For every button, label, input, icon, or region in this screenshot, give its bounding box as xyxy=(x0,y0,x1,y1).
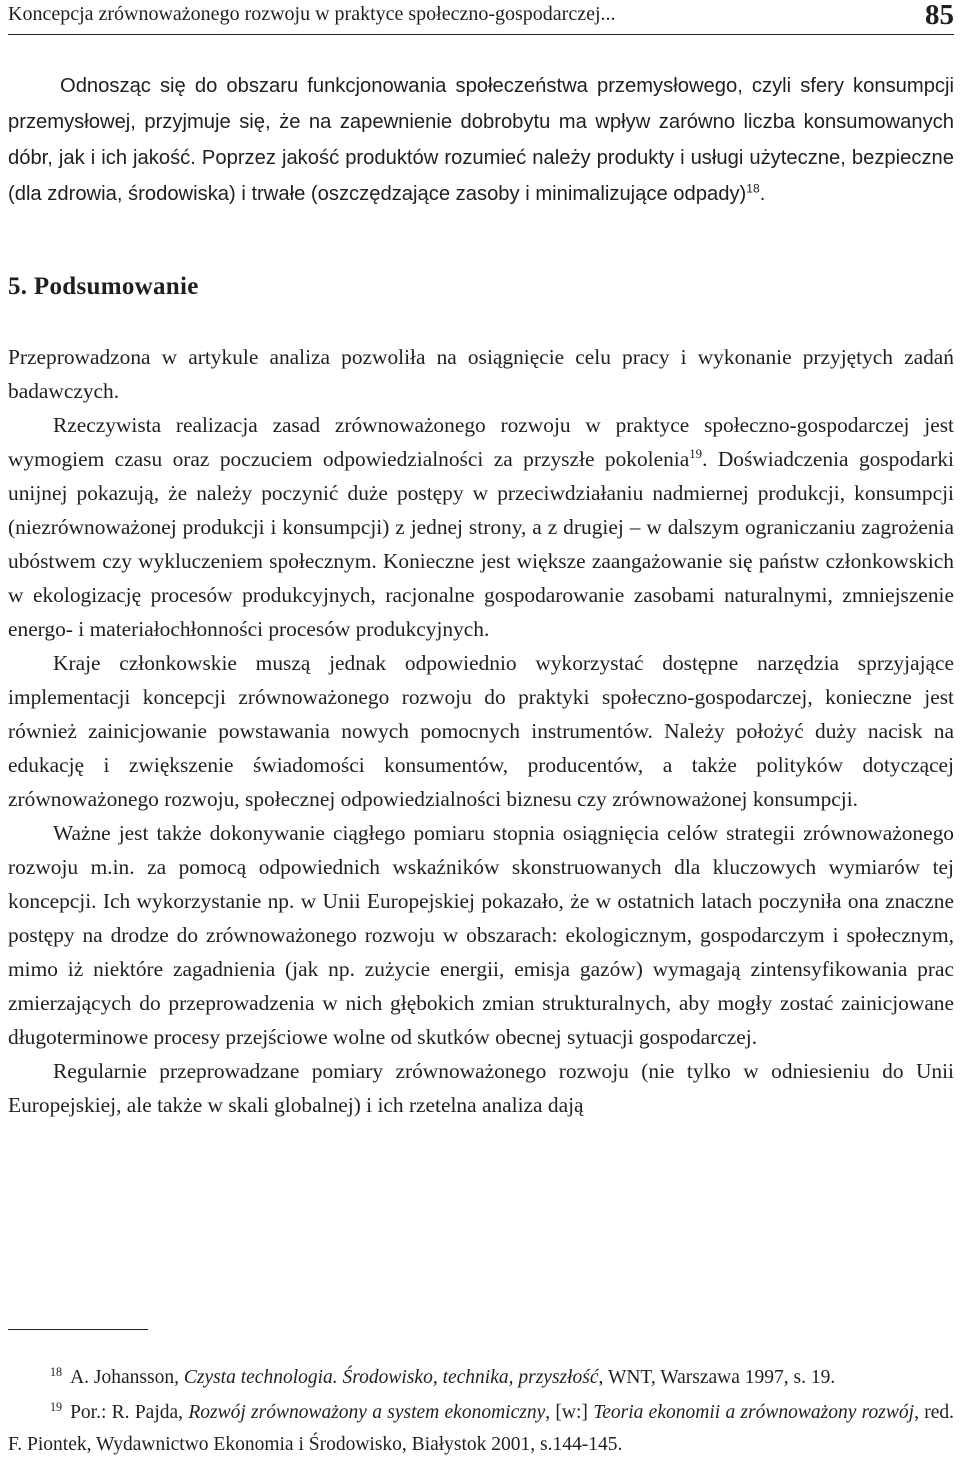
footnote-18 xyxy=(8,1362,954,1394)
footnote-19-author: Por.: R. Pajda, xyxy=(70,1402,189,1423)
footnote-ref-18: 18 xyxy=(746,181,760,196)
footnote-19-title-2: Teoria ekonomii a zrównoważony rozwój xyxy=(593,1402,915,1423)
paragraph-5: Regularnie przeprowadzane pomiary zrównoważonego rozwoju (nie tylko w odniesieniu do Unii Europejskiej, ale także w skali globalnej) i ich rzetelna analiza dają xyxy=(8,1059,954,1117)
section-heading: 5. Podsumowanie xyxy=(8,273,199,300)
paragraph-4: Ważne jest także dokonywanie ciągłego pomiaru stopnia osiągnięcia celów strategii zrównoważonego rozwoju m.in. za pomocą odpowiednich wskaźników skonstruowanych dla kluczowych wymiarów tej koncepcji. Ich wykorzystanie np. w Unii Europejskiej pokazało, że w ostatnich latach poczyniła ona znaczne postępy na drodze do zrównoważonego rozwoju w obszarach: ekologicznym, gospodarczym i społecznym, mimo iż niektóre zagadnienia (jak np. zużycie energii, emisja gazów) wymagają zintensyfikowania prac zmierzających do przeprowadzenia w nich głębokich zmian strukturalnych, aby mogły zostać zainicjowane długoterminowe procesy przejściowe wolne od skutków obecnej sytuacji gospodarczej. xyxy=(8,821,954,1049)
footnote-divider xyxy=(8,1329,148,1330)
paragraph-1: Przeprowadzona w artykule analiza pozwoliła na osiągnięcie celu pracy i wykonanie przyjętych zadań badawczych. xyxy=(8,345,954,403)
paragraph-3: Kraje członkowskie muszą jednak odpowiednio wykorzystać dostępne narzędzia sprzyjające implementacji koncepcji zrównoważonego rozwoju do praktyki społeczno-gospodarczej, konieczne jest również zainicjowanie powstawania nowych pomocnych instrumentów. Należy położyć duży nacisk na edukację i zwiększenie świadomości konsumentów, producentów, a także polityków dotyczącej zrównoważonego rozwoju, społecznej odpowiedzialności biznesu czy zrównoważonej konsumpcji. xyxy=(8,651,954,811)
footnote-19-mid: , [w:] xyxy=(545,1402,594,1423)
paragraph-2-b: . Doświadczenia gospodarki unijnej pokazują, że należy poczynić duże postępy w przeciwdziałaniu nadmiernej produkcji, konsumpcji (niezrównoważonej produkcji i konsumpcji) z jednej strony, a z drugiej – w dalszym ograniczaniu zagrożenia ubóstwem czy wykluczeniem społecznym. Konieczne jest większe zaangażowanie się państw członkowskich w ekologizację procesów produkcyjnych, racjonalne gospodarowanie zasobami naturalnymi, zmniejszenie energo- i materiałochłonności procesów produkcyjnych. xyxy=(8,447,954,641)
footnote-19-number: 19 xyxy=(50,1399,63,1414)
running-title: Koncepcja zrównoważonego rozwoju w praktyce społeczno-gospodarczej... xyxy=(8,3,616,25)
intro-end: . xyxy=(759,183,766,205)
summary-body xyxy=(8,340,954,1122)
paragraph-2 xyxy=(8,408,954,646)
footnote-19 xyxy=(8,1397,954,1461)
footnote-18-title: Czysta technologia. Środowisko, technika, przyszłość xyxy=(183,1367,599,1388)
page-number: 85 xyxy=(925,0,954,31)
paragraph-2-a: Rzeczywista realizacja zasad zrównoważonego rozwoju w praktyce społeczno-gospodarczej jest wymogiem czasu oraz poczuciem odpowiedzialności za przyszłe pokolenia xyxy=(8,413,954,471)
page-header xyxy=(8,0,954,35)
footnote-19-rest: , red. F. Piontek, Wydawnictwo Ekonomia i Środowisko, Białystok 2001, s.144-145. xyxy=(8,1402,955,1455)
footnote-ref-19: 19 xyxy=(689,446,703,461)
intro-text: Odnosząc się do obszaru funkcjonowania społeczeństwa przemysłowego, czyli sfery konsumpcji przemysłowej, przyjmuje się, że na zapewnienie dobrobytu ma wpływ zarówno liczba konsumowanych dóbr, jak i ich jakość. Poprzez jakość produktów rozumieć należy produkty i usługi użyteczne, bezpieczne (dla zdrowia, środowiska) i trwałe (oszczędzające zasoby i minimalizujące odpady) xyxy=(8,75,954,205)
intro-paragraph xyxy=(8,68,954,212)
footnotes xyxy=(8,1362,954,1464)
footnote-19-title: Rozwój zrównoważony a system ekonomiczny xyxy=(188,1402,546,1423)
footnote-18-number: 18 xyxy=(50,1364,63,1379)
footnote-18-author: A. Johansson, xyxy=(70,1367,184,1388)
footnote-18-rest: , WNT, Warszawa 1997, s. 19. xyxy=(598,1367,836,1388)
